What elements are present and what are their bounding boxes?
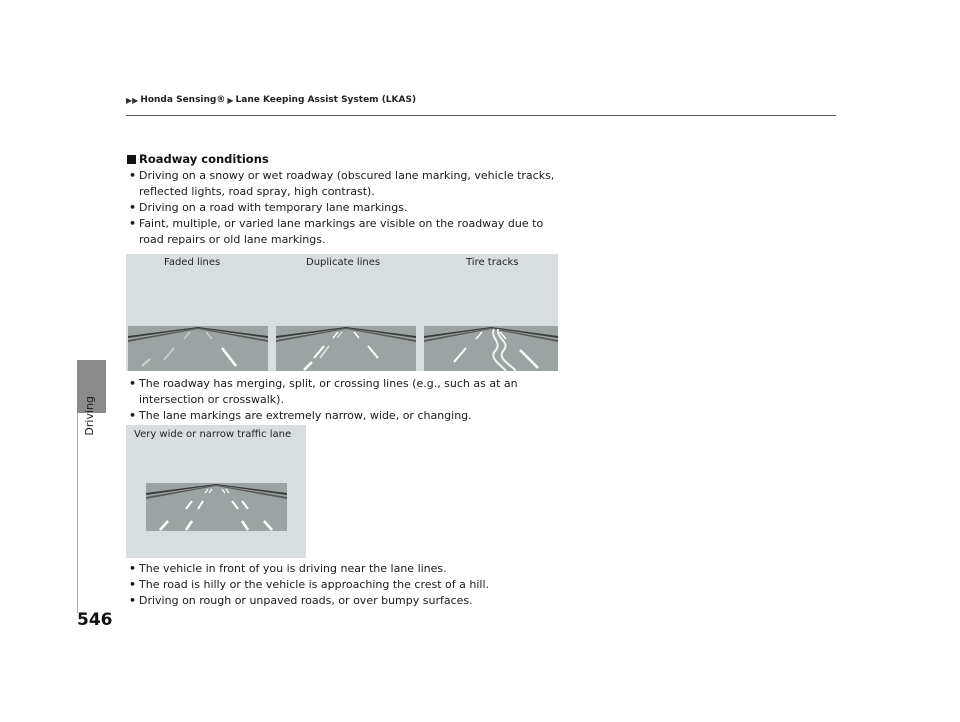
bullet-list-middle <box>129 376 569 424</box>
list-item-text: Driving on rough or unpaved roads, or over bumpy surfaces. <box>139 594 473 607</box>
bullet-dot-icon: • <box>129 409 137 422</box>
section-heading <box>127 152 269 166</box>
list-item <box>129 408 569 424</box>
bullet-list-bottom <box>129 561 569 609</box>
list-item-text: The lane markings are extremely narrow, wide, or changing. <box>139 409 472 422</box>
bullet-dot-icon: • <box>129 562 137 575</box>
side-tab-label: Driving <box>83 396 96 436</box>
list-item <box>129 168 569 200</box>
bullet-dot-icon: • <box>129 377 137 390</box>
figure-wide-narrow-lane <box>126 425 306 558</box>
section-heading-text: Roadway conditions <box>139 152 269 166</box>
list-item <box>129 216 569 248</box>
figure-label-duplicate-lines: Duplicate lines <box>306 257 381 268</box>
list-item-text: The road is hilly or the vehicle is approaching the crest of a hill. <box>139 578 490 591</box>
list-item <box>129 593 569 609</box>
list-item-text: The roadway has merging, split, or crossing lines (e.g., such as at an intersection or crosswalk). <box>139 377 518 406</box>
road-illustration-duplicate <box>276 326 416 371</box>
list-item-text: Faint, multiple, or varied lane markings are visible on the roadway due to road repairs or old lane markings. <box>139 217 544 246</box>
figure-label-faded-lines: Faded lines <box>164 257 221 268</box>
list-item-text: Driving on a road with temporary lane markings. <box>139 201 408 214</box>
road-illustration-faded <box>128 326 268 371</box>
bullet-dot-icon: • <box>129 201 137 214</box>
square-bullet-icon <box>127 155 136 164</box>
list-item-text: Driving on a snowy or wet roadway (obscured lane marking, vehicle tracks, reflected lights, road spray, high contrast). <box>139 169 555 198</box>
header-divider <box>126 115 836 116</box>
list-item <box>129 577 569 593</box>
page-number: 546 <box>77 610 113 630</box>
side-divider <box>77 413 78 613</box>
bullet-list-top <box>129 168 569 248</box>
breadcrumb <box>126 95 416 105</box>
bullet-dot-icon: • <box>129 169 137 182</box>
bullet-dot-icon: • <box>129 217 137 230</box>
figure-label-wide-narrow: Very wide or narrow traffic lane <box>134 429 292 440</box>
list-item <box>129 200 569 216</box>
list-item <box>129 376 569 408</box>
breadcrumb-item-honda-sensing: Honda Sensing® <box>140 95 226 105</box>
breadcrumb-item-lkas: Lane Keeping Assist System (LKAS) <box>235 95 417 105</box>
list-item <box>129 561 569 577</box>
list-item-text: The vehicle in front of you is driving near the lane lines. <box>139 562 447 575</box>
breadcrumb-arrow-icon: ▶▶ <box>126 95 139 105</box>
road-illustration-wide-narrow <box>146 483 287 531</box>
bullet-dot-icon: • <box>129 594 137 607</box>
figure-lane-markings <box>126 254 558 371</box>
breadcrumb-arrow-icon: ▶ <box>227 95 234 105</box>
road-illustration-tire-tracks <box>424 326 558 371</box>
bullet-dot-icon: • <box>129 578 137 591</box>
figure-label-tire-tracks: Tire tracks <box>466 257 519 268</box>
